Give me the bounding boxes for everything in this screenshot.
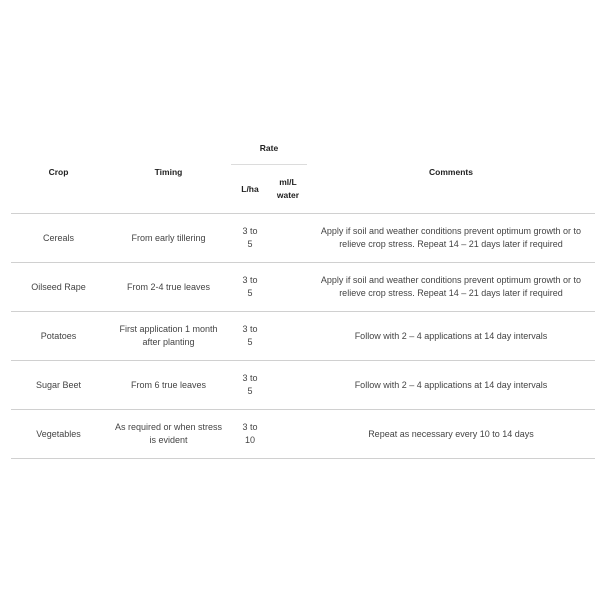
- header-rate: Rate: [231, 132, 307, 165]
- table-row: [11, 214, 595, 263]
- cell-timing: [106, 312, 231, 361]
- cell-rate-ml: [269, 361, 307, 410]
- table-body: [11, 214, 595, 459]
- rate-lha-value: 3 to 5: [242, 226, 258, 249]
- cell-rate-lha: [231, 312, 269, 361]
- cell-crop: Potatoes: [11, 312, 106, 361]
- cell-comments: Apply if soil and weather conditions prevent optimum growth or to relieve crop stress. Repeat 14 – 21 days later if required: [307, 263, 595, 312]
- table-row: [11, 361, 595, 410]
- table-row: [11, 312, 595, 361]
- cell-timing: From 2-4 true leaves: [106, 263, 231, 312]
- cell-timing: [106, 410, 231, 459]
- rate-lha-value: 3 to 10: [242, 422, 258, 445]
- cell-rate-ml: [269, 214, 307, 263]
- cell-comments: Repeat as necessary every 10 to 14 days: [307, 410, 595, 459]
- header-rate-ml-label: ml/L water: [276, 177, 300, 200]
- application-rates-table: [11, 132, 595, 459]
- cell-comments: Follow with 2 – 4 applications at 14 day intervals: [307, 312, 595, 361]
- timing-text: First application 1 month after planting: [119, 324, 218, 347]
- rate-lha-value: 3 to 5: [242, 324, 258, 347]
- cell-crop: Cereals: [11, 214, 106, 263]
- rate-lha-value: 3 to 5: [242, 275, 258, 298]
- cell-timing: From early tillering: [106, 214, 231, 263]
- table-row: [11, 410, 595, 459]
- header-crop: Crop: [11, 132, 106, 214]
- header-timing: Timing: [106, 132, 231, 214]
- header-rate-lha: L/ha: [231, 165, 269, 214]
- cell-timing: From 6 true leaves: [106, 361, 231, 410]
- cell-crop: Vegetables: [11, 410, 106, 459]
- cell-rate-lha: [231, 263, 269, 312]
- cell-rate-ml: [269, 410, 307, 459]
- cell-crop: Oilseed Rape: [11, 263, 106, 312]
- cell-rate-lha: [231, 361, 269, 410]
- table-row: [11, 263, 595, 312]
- cell-rate-ml: [269, 312, 307, 361]
- application-rates-table-container: [11, 132, 595, 459]
- cell-rate-ml: [269, 263, 307, 312]
- cell-rate-lha: [231, 410, 269, 459]
- cell-comments: Follow with 2 – 4 applications at 14 day intervals: [307, 361, 595, 410]
- header-comments: Comments: [307, 132, 595, 214]
- cell-comments: Apply if soil and weather conditions prevent optimum growth or to relieve crop stress. Repeat 14 – 21 days later if required: [307, 214, 595, 263]
- cell-crop: Sugar Beet: [11, 361, 106, 410]
- cell-rate-lha: [231, 214, 269, 263]
- table-header: [11, 132, 595, 214]
- header-rate-ml: [269, 165, 307, 214]
- timing-text: As required or when stress is evident: [114, 422, 223, 445]
- rate-lha-value: 3 to 5: [242, 373, 258, 396]
